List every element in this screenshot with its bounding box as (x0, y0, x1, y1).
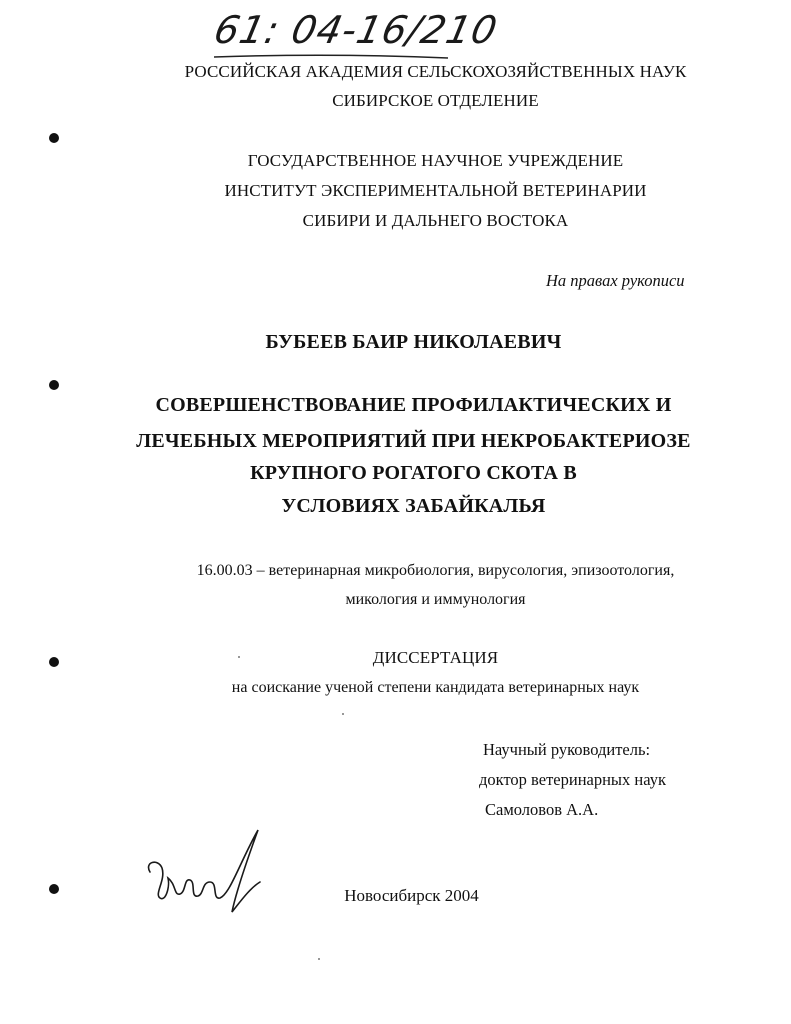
academy-branch: СИБИРСКОЕ ОТДЕЛЕНИЕ (332, 91, 539, 110)
title-line-1: СОВЕРШЕНСТВОВАНИЕ ПРОФИЛАКТИЧЕСКИХ И (155, 394, 672, 416)
institution-line-3: СИБИРИ И ДАЛЬНЕГО ВОСТОКА (302, 211, 569, 230)
city-year: Новосибирск 2004 (344, 886, 479, 905)
institution-line-1: ГОСУДАРСТВЕННОЕ НАУЧНОЕ УЧРЕЖДЕНИЕ (247, 151, 624, 170)
academy-name: РОССИЙСКАЯ АКАДЕМИЯ СЕЛЬСКОХОЗЯЙСТВЕННЫХ НАУК (184, 62, 687, 81)
rights-note: На правах рукописи (546, 271, 685, 290)
supervisor-name: Самоловов А.А. (485, 800, 599, 819)
scan-speck (318, 958, 320, 960)
specialty-line-2: микология и иммунология (345, 591, 526, 608)
author-signature (140, 822, 280, 922)
institution-line-2: ИНСТИТУТ ЭКСПЕРИМЕНТАЛЬНОЙ ВЕТЕРИНАРИИ (224, 181, 647, 200)
title-line-2: ЛЕЧЕБНЫХ МЕРОПРИЯТИЙ ПРИ НЕКРОБАКТЕРИОЗЕ (136, 430, 691, 452)
punch-hole-1 (49, 133, 59, 143)
document-type: ДИССЕРТАЦИЯ (372, 648, 499, 667)
supervisor-degree: доктор ветеринарных наук (479, 770, 666, 789)
handwritten-underline (212, 52, 452, 62)
degree-sought: на соискание ученой степени кандидата ветеринарных наук (231, 679, 640, 696)
title-line-3: КРУПНОГО РОГАТОГО СКОТА В (250, 462, 577, 484)
supervisor-label: Научный руководитель: (483, 740, 651, 759)
title-line-4: УСЛОВИЯХ ЗАБАЙКАЛЬЯ (281, 495, 546, 517)
specialty-line-1: 16.00.03 – ветеринарная микробиология, вирусология, эпизоотология, (196, 562, 675, 579)
author-name: БУБЕЕВ БАИР НИКОЛАЕВИЧ (265, 331, 562, 353)
scan-speck (342, 713, 344, 715)
handwritten-archive-number: 61: 04-16/210 (210, 8, 502, 52)
punch-hole-2 (49, 380, 59, 390)
